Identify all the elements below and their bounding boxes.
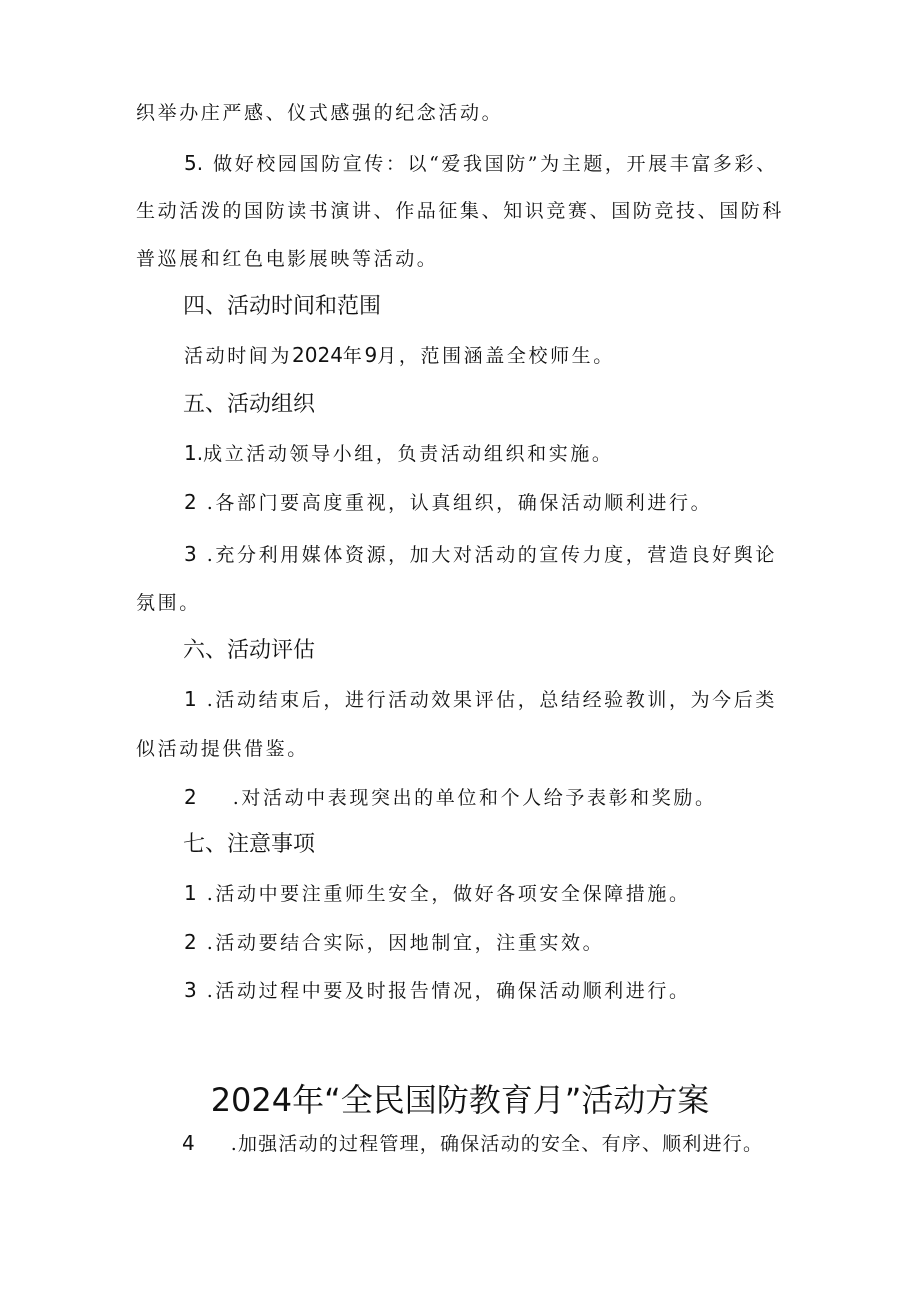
section-heading-6: 六、活动评估 — [183, 638, 316, 663]
list-item-5-line2 — [136, 198, 784, 224]
section-heading-7: 七、注意事项 — [183, 832, 316, 857]
section-5-item-3 — [184, 541, 777, 568]
section-5-item-3-line2 — [136, 590, 201, 616]
next-page-item-4 — [182, 1130, 763, 1157]
month-value: 9 — [364, 343, 378, 367]
item-number: 1. — [184, 441, 204, 465]
section-6-item-1-line2 — [136, 736, 309, 762]
section-heading-5: 五、活动组织 — [183, 392, 316, 417]
body-text: 年 — [342, 345, 365, 367]
item-number: 3 — [184, 978, 197, 1002]
section-5-item-2 — [184, 489, 712, 516]
item-text: .加强活动的过程管理，确保活动的安全、有序、顺利进行。 — [230, 1133, 764, 1155]
item-text: .活动结束后，进行活动效果评估，总结经验教训，为今后类 — [206, 689, 777, 711]
body-text: 活动时间为 — [184, 345, 293, 367]
item-text: 做好校园国防宣传：以“爱我国防”为主题，开展丰富多彩、 — [213, 153, 778, 175]
item-text: 似活动提供借鉴。 — [136, 738, 309, 760]
item-text: .充分利用媒体资源，加大对活动的宣传力度，营造良好舆论 — [206, 544, 777, 566]
item-text: .活动过程中要及时报告情况，确保活动顺利进行。 — [206, 980, 691, 1002]
section-5-item-1 — [184, 440, 614, 467]
item-number: 5. — [184, 151, 204, 175]
list-item-5 — [184, 150, 778, 177]
item-text: 生动活泼的国防读书演讲、作品征集、知识竞赛、国防竞技、国防科 — [136, 200, 785, 222]
list-item-5-line3 — [136, 246, 438, 272]
item-text: 氛围。 — [136, 592, 201, 614]
item-number: 4 — [182, 1131, 195, 1155]
section-7-item-2 — [184, 929, 604, 956]
section-6-item-2 — [184, 784, 717, 811]
item-number: 1 — [184, 881, 197, 905]
item-text: .活动要结合实际，因地制宜，注重实效。 — [206, 932, 605, 954]
body-text: 月，范围涵盖全校师生。 — [377, 345, 615, 367]
item-number: 3 — [184, 542, 197, 566]
item-number: 2 — [184, 490, 197, 514]
item-text: 普巡展和红色电影展映等活动。 — [136, 248, 439, 270]
item-number: 1 — [184, 687, 197, 711]
section-4-body — [184, 342, 615, 369]
item-text: .对活动中表现突出的单位和个人给予表彰和奖励。 — [232, 787, 717, 809]
section-6-item-1 — [184, 686, 777, 713]
document-title: 2024年“全民国防教育月”活动方案 — [210, 1081, 710, 1119]
section-heading-4: 四、活动时间和范围 — [183, 294, 382, 319]
section-7-item-1 — [184, 880, 691, 907]
year-value: 2024 — [292, 343, 343, 367]
item-text: 成立活动领导小组，负责活动组织和实施。 — [203, 443, 614, 465]
section-7-item-3 — [184, 977, 691, 1004]
item-number: 2 — [184, 785, 197, 809]
paragraph-continuation — [136, 100, 503, 126]
item-text: .各部门要高度重视，认真组织，确保活动顺利进行。 — [206, 492, 713, 514]
item-text: .活动中要注重师生安全，做好各项安全保障措施。 — [206, 883, 691, 905]
item-number: 2 — [184, 930, 197, 954]
paragraph-text: 织举办庄严感、仪式感强的纪念活动。 — [136, 102, 504, 124]
